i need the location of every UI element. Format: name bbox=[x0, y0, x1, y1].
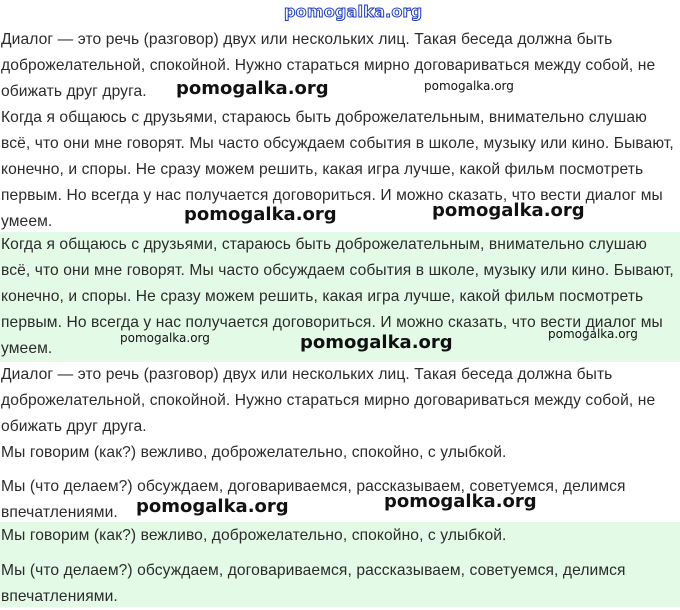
watermark: pomogalka.org bbox=[384, 491, 537, 512]
paragraph-how-we-speak: Мы говорим (как?) вежливо, доброжелательно, спокойно, с улыбкой. bbox=[1, 444, 507, 461]
watermark: pomogalka.org bbox=[424, 79, 514, 93]
section-3 bbox=[0, 362, 680, 522]
paragraph-definition: Диалог — это речь (разговор) двух или нескольких лиц. Такая беседа должна быть доброжелательной, спокойной. Нужно стараться мирно договариваться между собой, не обижать друг друга. bbox=[1, 31, 656, 100]
watermark: pomogalka.org bbox=[432, 200, 585, 221]
watermark: pomogalka.org bbox=[176, 78, 329, 99]
paragraph-what-we-do-repeat: Мы (что делаем?) обсуждаем, договариваемся, рассказываем, советуемся, делимся впечатлениями. bbox=[1, 562, 626, 605]
site-watermark-header: pomogalka.org bbox=[284, 2, 423, 21]
section-4-highlight bbox=[0, 522, 680, 607]
paragraph-friends: Когда я общаюсь с друзьями, стараюсь быть доброжелательным, внимательно слушаю всё, что они мне говорят. Мы часто обсуждаем события в школе, музыку или кино. Бывают, конечно, и споры. Не сразу можем решить, какая игра лучше, какой фильм посмотреть первым. Но всегда у нас получается договориться. И можно сказать, что вести диалог мы умеем. bbox=[1, 109, 674, 230]
watermark: pomogalka.org bbox=[184, 204, 337, 225]
watermark: pomogalka.org bbox=[136, 496, 289, 517]
paragraph-what-we-do: Мы (что делаем?) обсуждаем, договариваемся, рассказываем, советуемся, делимся впечатлениями. bbox=[1, 478, 626, 521]
watermark: pomogalka.org bbox=[300, 332, 453, 353]
paragraph-definition-repeat: Диалог — это речь (разговор) двух или нескольких лиц. Такая беседа должна быть доброжелательной, спокойной. Нужно стараться мирно договариваться между собой, не обижать друг друга. bbox=[1, 366, 656, 435]
paragraph-friends-repeat: Когда я общаюсь с друзьями, стараюсь быть доброжелательным, внимательно слушаю всё, что они мне говорят. Мы часто обсуждаем события в школе, музыку или кино. Бывают, конечно, и споры. Не сразу можем решить, какая игра лучше, какой фильм посмотреть первым. Но всегда у нас получается договориться. И можно сказать, что вести диалог мы умеем. bbox=[1, 236, 674, 357]
paragraph-how-we-speak-repeat: Мы говорим (как?) вежливо, доброжелательно, спокойно, с улыбкой. bbox=[1, 527, 507, 544]
watermark: pomogalka.org bbox=[120, 331, 210, 345]
watermark: pomogalka.org bbox=[548, 327, 638, 341]
